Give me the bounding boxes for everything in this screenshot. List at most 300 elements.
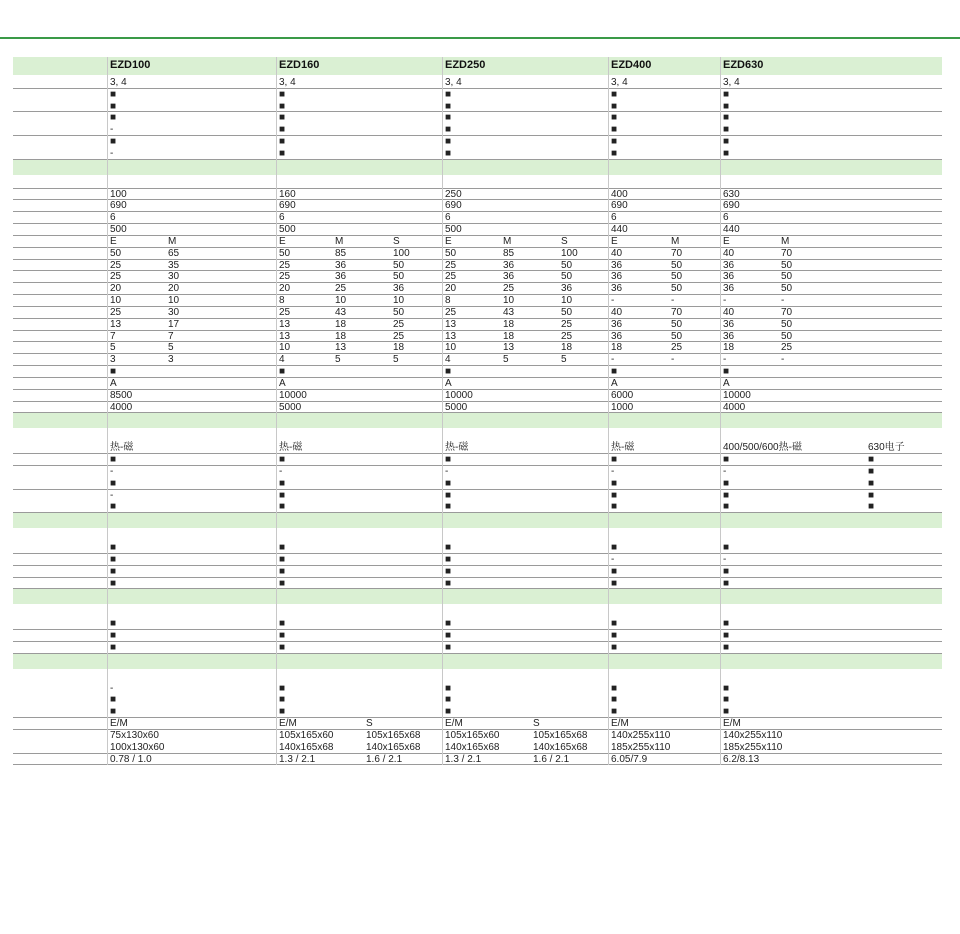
table-cell: 10 <box>168 295 180 307</box>
table-cell: ■ <box>611 147 618 159</box>
table-cell: E <box>723 235 730 247</box>
table-cell: 25 <box>781 342 793 354</box>
table-cell: 25 <box>279 259 291 271</box>
table-row <box>13 89 942 101</box>
table-cell: 50 <box>671 283 683 295</box>
table-cell: A <box>723 377 730 389</box>
table-cell: 50 <box>671 318 683 330</box>
table-cell: 5 <box>393 354 399 366</box>
table-cell: 13 <box>279 318 291 330</box>
table-cell: ■ <box>110 553 117 565</box>
section-band <box>13 654 942 669</box>
table-cell: 140x255x110 <box>611 729 671 741</box>
table-cell: 105x165x60 <box>445 729 500 741</box>
table-cell: 105x165x60 <box>279 729 334 741</box>
table-cell: ■ <box>723 88 730 100</box>
table-cell: 440 <box>723 224 740 236</box>
table-cell: 85 <box>335 247 347 259</box>
table-cell: ■ <box>723 682 730 694</box>
table-cell: ■ <box>723 477 730 489</box>
table-cell: 6000 <box>611 389 634 401</box>
table-cell: - <box>279 465 283 477</box>
table-cell: 36 <box>393 283 405 295</box>
table-cell: ■ <box>110 577 117 589</box>
table-cell: ■ <box>611 136 618 148</box>
table-cell: 25 <box>561 318 573 330</box>
table-cell: 630电子 <box>868 442 905 454</box>
table-cell: ■ <box>611 88 618 100</box>
table-cell: ■ <box>445 553 452 565</box>
table-cell: - <box>671 295 675 307</box>
table-cell: ■ <box>723 618 730 630</box>
table-cell: E <box>279 235 286 247</box>
table-cell: 140x165x68 <box>445 741 500 753</box>
table-cell: 36 <box>335 271 347 283</box>
table-cell: ■ <box>445 147 452 159</box>
table-cell: 65 <box>168 247 180 259</box>
table-cell: ■ <box>611 630 618 642</box>
column-divider <box>442 57 443 765</box>
column-divider <box>107 57 108 765</box>
table-cell: ■ <box>611 124 618 136</box>
table-cell: 690 <box>445 200 462 212</box>
table-cell: ■ <box>445 136 452 148</box>
table-cell: 7 <box>168 330 174 342</box>
table-cell: 18 <box>611 342 623 354</box>
table-cell: ■ <box>279 112 286 124</box>
table-cell: ■ <box>445 88 452 100</box>
table-cell: A <box>611 377 618 389</box>
table-cell: ■ <box>110 542 117 554</box>
table-cell: 5 <box>561 354 567 366</box>
table-cell: 70 <box>781 306 793 318</box>
section-band <box>13 160 942 175</box>
table-cell: E <box>611 235 618 247</box>
table-cell: ■ <box>723 489 730 501</box>
table-cell: ■ <box>445 682 452 694</box>
table-cell: 6 <box>279 212 285 224</box>
table-cell: 10 <box>279 342 291 354</box>
column-divider <box>720 57 721 765</box>
table-cell: ■ <box>868 454 875 466</box>
table-cell: ■ <box>723 630 730 642</box>
table-cell: ■ <box>868 501 875 513</box>
table-cell: ■ <box>445 694 452 706</box>
column-divider <box>276 57 277 765</box>
table-cell: ■ <box>611 454 618 466</box>
table-cell: 3, 4 <box>723 77 740 88</box>
table-cell: 36 <box>335 259 347 271</box>
table-cell: ■ <box>723 112 730 124</box>
table-cell: 75x130x60 <box>110 729 159 741</box>
table-cell: 50 <box>110 247 122 259</box>
table-cell: 185x255x110 <box>723 741 783 753</box>
table-cell: 36 <box>611 330 623 342</box>
table-cell: 20 <box>445 283 457 295</box>
table-cell: 4 <box>279 354 285 366</box>
table-cell: 25 <box>335 283 347 295</box>
table-cell: ■ <box>279 100 286 112</box>
table-cell: 36 <box>723 283 735 295</box>
table-cell: 140x255x110 <box>723 729 783 741</box>
table-cell: 50 <box>393 259 405 271</box>
table-cell: ■ <box>445 112 452 124</box>
table-cell: 10 <box>393 295 405 307</box>
table-cell: - <box>723 465 727 477</box>
table-cell: ■ <box>611 565 618 577</box>
table-cell: 35 <box>168 259 180 271</box>
model-name: EZD630 <box>723 59 764 71</box>
table-cell: 13 <box>110 318 122 330</box>
table-cell: ■ <box>723 366 730 378</box>
table-cell: 50 <box>781 283 793 295</box>
table-cell: 40 <box>611 247 623 259</box>
table-cell: 440 <box>611 224 628 236</box>
table-cell: 13 <box>503 342 515 354</box>
table-cell: ■ <box>279 501 286 513</box>
table-cell: ■ <box>868 489 875 501</box>
model-name: EZD250 <box>445 59 486 71</box>
table-cell: 18 <box>335 330 347 342</box>
table-cell: ■ <box>723 501 730 513</box>
table-cell: ■ <box>445 577 452 589</box>
table-cell: ■ <box>279 682 286 694</box>
table-cell: ■ <box>611 501 618 513</box>
table-cell: 热-磁 <box>445 442 469 454</box>
table-cell: 50 <box>279 247 291 259</box>
table-cell: 50 <box>781 259 793 271</box>
table-cell: 5 <box>335 354 341 366</box>
table-cell: 36 <box>611 271 623 283</box>
table-cell: 36 <box>561 283 573 295</box>
header-row <box>13 57 942 75</box>
table-cell: ■ <box>110 630 117 642</box>
table-cell: 13 <box>279 330 291 342</box>
table-cell: 690 <box>723 200 740 212</box>
table-cell: ■ <box>611 577 618 589</box>
table-cell: 70 <box>671 306 683 318</box>
table-cell: 18 <box>393 342 405 354</box>
table-cell: 热-磁 <box>279 442 303 454</box>
table-cell: S <box>366 718 373 729</box>
table-cell: 20 <box>279 283 291 295</box>
table-cell: 690 <box>110 200 127 212</box>
table-cell: ■ <box>110 88 117 100</box>
table-cell: 5000 <box>279 401 302 413</box>
table-cell: - <box>781 295 785 307</box>
row-divider <box>13 764 942 765</box>
table-cell: 43 <box>335 306 347 318</box>
table-cell: ■ <box>279 366 286 378</box>
table-cell: ■ <box>279 618 286 630</box>
table-cell: 70 <box>781 247 793 259</box>
table-cell: 3, 4 <box>611 77 628 88</box>
table-row <box>13 694 942 706</box>
table-cell: 25 <box>561 330 573 342</box>
table-cell: ■ <box>279 630 286 642</box>
table-cell: 50 <box>781 271 793 283</box>
table-cell: 1.6 / 2.1 <box>533 753 570 765</box>
table-cell: ■ <box>723 641 730 653</box>
table-cell: 500 <box>445 224 462 236</box>
table-cell: ■ <box>279 136 286 148</box>
table-cell: ■ <box>723 136 730 148</box>
table-cell: - <box>110 465 114 477</box>
table-cell: 36 <box>611 318 623 330</box>
table-cell: 690 <box>611 200 628 212</box>
table-cell: ■ <box>279 641 286 653</box>
table-cell: E/M <box>723 718 741 729</box>
table-cell: 30 <box>168 306 180 318</box>
table-cell: 7 <box>110 330 116 342</box>
table-cell: ■ <box>723 542 730 554</box>
table-cell: 3, 4 <box>445 77 462 88</box>
table-cell: ■ <box>279 577 286 589</box>
table-cell: ■ <box>611 489 618 501</box>
table-cell: ■ <box>110 706 117 718</box>
table-cell: ■ <box>445 100 452 112</box>
table-cell: 10000 <box>723 389 751 401</box>
table-cell: 10 <box>561 295 573 307</box>
table-cell: 18 <box>503 318 515 330</box>
table-cell: 18 <box>335 318 347 330</box>
top-rule <box>0 37 960 39</box>
table-cell: E/M <box>445 718 463 729</box>
table-cell: ■ <box>445 641 452 653</box>
table-cell: ■ <box>445 124 452 136</box>
table-cell: ■ <box>110 366 117 378</box>
table-cell: ■ <box>110 694 117 706</box>
table-cell: - <box>110 124 114 136</box>
table-cell: ■ <box>445 618 452 630</box>
table-cell: - <box>110 147 114 159</box>
table-cell: ■ <box>611 112 618 124</box>
table-cell: 25 <box>110 271 122 283</box>
table-cell: 3, 4 <box>110 77 127 88</box>
table-cell: 1000 <box>611 401 634 413</box>
table-cell: 4000 <box>110 401 133 413</box>
table-cell: 25 <box>671 342 683 354</box>
table-cell: ■ <box>611 682 618 694</box>
table-cell: ■ <box>723 454 730 466</box>
table-cell: ■ <box>110 641 117 653</box>
table-cell: 100 <box>110 188 127 200</box>
table-cell: 50 <box>561 271 573 283</box>
table-cell: S <box>533 718 540 729</box>
table-cell: 50 <box>671 271 683 283</box>
table-cell: ■ <box>110 454 117 466</box>
table-cell: 50 <box>671 259 683 271</box>
table-cell: 70 <box>671 247 683 259</box>
table-cell: ■ <box>445 630 452 642</box>
table-cell: M <box>168 235 177 247</box>
table-cell: 4 <box>445 354 451 366</box>
table-cell: 20 <box>110 283 122 295</box>
table-cell: ■ <box>110 618 117 630</box>
table-cell: ■ <box>110 136 117 148</box>
table-cell: - <box>110 682 114 694</box>
table-cell: - <box>110 489 114 501</box>
table-cell: 100 <box>561 247 578 259</box>
table-cell: 5 <box>168 342 174 354</box>
table-cell: ■ <box>611 694 618 706</box>
table-cell: 105x165x68 <box>533 729 588 741</box>
table-cell: 18 <box>723 342 735 354</box>
table-cell: 50 <box>393 306 405 318</box>
table-cell: 25 <box>279 306 291 318</box>
table-cell: 25 <box>393 330 405 342</box>
table-row <box>13 430 942 442</box>
table-cell: 140x165x68 <box>366 741 421 753</box>
model-name: EZD400 <box>611 59 652 71</box>
table-cell: ■ <box>445 565 452 577</box>
table-cell: 50 <box>781 318 793 330</box>
table-cell: ■ <box>723 100 730 112</box>
table-cell: 40 <box>723 247 735 259</box>
table-cell: ■ <box>723 577 730 589</box>
table-cell: 36 <box>723 330 735 342</box>
table-cell: ■ <box>279 553 286 565</box>
table-cell: A <box>279 377 286 389</box>
table-cell: 热-磁 <box>110 442 134 454</box>
table-cell: 50 <box>671 330 683 342</box>
table-cell: 25 <box>445 271 457 283</box>
table-cell: 8 <box>279 295 285 307</box>
table-cell: ■ <box>279 147 286 159</box>
table-cell: ■ <box>110 112 117 124</box>
table-cell: ■ <box>868 465 875 477</box>
table-cell: - <box>611 295 615 307</box>
table-cell: 36 <box>723 259 735 271</box>
table-cell: 10 <box>335 295 347 307</box>
table-cell: 5000 <box>445 401 468 413</box>
table-cell: 400 <box>611 188 628 200</box>
table-cell: 6 <box>723 212 729 224</box>
table-cell: ■ <box>723 694 730 706</box>
table-cell: ■ <box>279 124 286 136</box>
table-cell: 36 <box>723 318 735 330</box>
table-cell: 50 <box>781 330 793 342</box>
table-cell: - <box>723 354 727 366</box>
table-cell: 36 <box>503 271 515 283</box>
table-cell: 10 <box>110 295 122 307</box>
table-cell: 690 <box>279 200 296 212</box>
table-cell: 3 <box>110 354 116 366</box>
table-cell: ■ <box>279 489 286 501</box>
table-cell: ■ <box>723 565 730 577</box>
table-cell: - <box>723 295 727 307</box>
table-row <box>13 606 942 618</box>
table-cell: - <box>611 465 615 477</box>
table-cell: 25 <box>445 306 457 318</box>
table-cell: 10 <box>445 342 457 354</box>
table-row <box>13 466 942 478</box>
table-cell: 25 <box>110 306 122 318</box>
table-cell: 6 <box>110 212 116 224</box>
table-cell: - <box>445 465 449 477</box>
table-cell: 4000 <box>723 401 746 413</box>
table-cell: 25 <box>503 283 515 295</box>
table-cell: 25 <box>393 318 405 330</box>
table-cell: 100x130x60 <box>110 741 165 753</box>
table-cell: 3, 4 <box>279 77 296 88</box>
section-band <box>13 589 942 604</box>
table-cell: 50 <box>393 271 405 283</box>
table-cell: 10 <box>503 295 515 307</box>
table-cell: 10000 <box>279 389 307 401</box>
table-cell: 6.2/8.13 <box>723 753 760 765</box>
table-cell: 50 <box>561 306 573 318</box>
table-cell: ■ <box>445 489 452 501</box>
table-cell: ■ <box>723 124 730 136</box>
table-cell: 13 <box>445 330 457 342</box>
table-cell: 30 <box>168 271 180 283</box>
table-cell: ■ <box>611 641 618 653</box>
table-cell: ■ <box>445 542 452 554</box>
section-band <box>13 413 942 428</box>
table-row <box>13 683 942 695</box>
table-cell: 105x165x68 <box>366 729 421 741</box>
table-cell: ■ <box>611 477 618 489</box>
table-cell: 36 <box>611 259 623 271</box>
model-name: EZD160 <box>279 59 320 71</box>
table-row <box>13 136 942 148</box>
table-cell: ■ <box>110 100 117 112</box>
table-cell: 50 <box>561 259 573 271</box>
table-row <box>13 490 942 502</box>
table-cell: 0.78 / 1.0 <box>110 753 152 765</box>
table-cell: ■ <box>279 542 286 554</box>
table-cell: 160 <box>279 188 296 200</box>
table-cell: ■ <box>445 366 452 378</box>
table-cell: 43 <box>503 306 515 318</box>
table-cell: 8500 <box>110 389 133 401</box>
table-cell: 500 <box>279 224 296 236</box>
table-cell: 6 <box>445 212 451 224</box>
table-cell: E <box>110 235 117 247</box>
table-cell: ■ <box>110 501 117 513</box>
table-cell: 100 <box>393 247 410 259</box>
table-cell: ■ <box>611 618 618 630</box>
table-cell: S <box>561 235 568 247</box>
table-cell: A <box>110 377 117 389</box>
table-cell: 热-磁 <box>611 442 635 454</box>
table-cell: M <box>503 235 512 247</box>
table-cell: ■ <box>868 477 875 489</box>
table-cell: 140x165x68 <box>279 741 334 753</box>
table-cell: 13 <box>445 318 457 330</box>
table-cell: ■ <box>723 147 730 159</box>
table-row <box>13 530 942 542</box>
table-cell: 25 <box>110 259 122 271</box>
table-cell: 6 <box>611 212 617 224</box>
table-cell: 250 <box>445 188 462 200</box>
table-cell: 17 <box>168 318 180 330</box>
table-cell: 18 <box>561 342 573 354</box>
table-cell: 6.05/7.9 <box>611 753 648 765</box>
table-cell: ■ <box>279 477 286 489</box>
table-cell: 3 <box>168 354 174 366</box>
table-cell: 1.6 / 2.1 <box>366 753 403 765</box>
table-cell: ■ <box>279 88 286 100</box>
table-cell: ■ <box>611 706 618 718</box>
table-cell: - <box>611 354 615 366</box>
table-cell: 1.3 / 2.1 <box>279 753 316 765</box>
table-cell: E/M <box>110 718 128 729</box>
table-row <box>13 671 942 683</box>
table-cell: - <box>723 553 727 565</box>
table-cell: 5 <box>110 342 116 354</box>
